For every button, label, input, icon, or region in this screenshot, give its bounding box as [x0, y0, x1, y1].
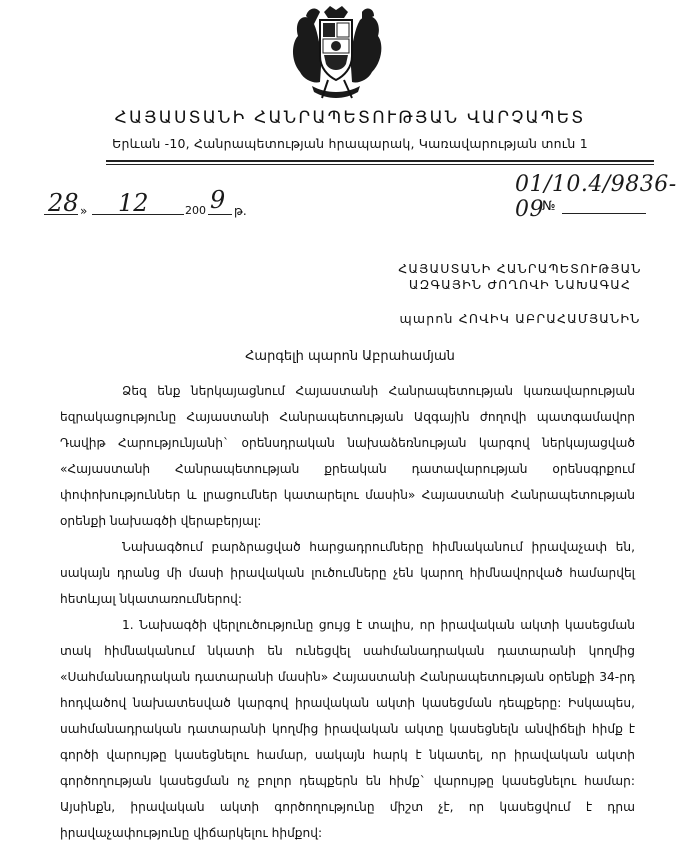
reference-number: 01/10.4/9836-09	[515, 172, 677, 222]
salutation: Հարգելի պարոն Աբրահամյան	[245, 349, 455, 364]
header-rule	[106, 160, 654, 162]
reference-number-label: №	[542, 199, 556, 214]
issuer-address: Երևան -10, Հանրապետության հրապարակ, Կառավարության տուն 1	[112, 136, 588, 151]
body-paragraph-3: 1. Նախագծի վերլուծությունը ցույց է տալիս, որ իրավական ակտի կասեցման տակ հիմնականում նկատի են ունեցվել սահմանադրական դատարանի կողմից «Սահմանադրական դատարանի մասին» Հայաստանի Հանրապետության օրենքի 34-րդ հոդվածով նախատեսված կարգով իրավական ակտի կասեցման դեպքերը: Իսկապես, սահմանադրական դատարանի կողմից իրավական ակտը կասեցնելն անվիճելի հիմք է գործի վարույթը կասեցնելու համար, սակայն հարկ է նկատել, որ իրավական ակտի գործողության կասեցման ոչ բոլոր դեպքերն են հիմք` վարույթը կասեցնելու համար: Այսինքն, իրավական ակտի գործողությունը միշտ չէ, որ կասեցվում է դրա իրավաչափությունը վիճարկելու հիմքով:	[60, 618, 635, 840]
date-year-underline	[208, 214, 232, 215]
body-paragraph-2: Նախագծում բարձրացված հարցադրումները հիմնականում իրավաչափ են, սակայն դրանց մի մասի իրավական լուծումները չեն կարող հիմնավորված համարվել հետևյալ նկատառումներով:	[60, 540, 635, 606]
date-month-underline	[92, 214, 184, 215]
body-paragraph-1: Ձեզ ենք ներկայացնում Հայաստանի Հանրապետության կառավարության եզրակացությունը Հայաստանի Հանրապետության Ազգային ժողովի պատգամավոր Դավիթ Հարությունյանի` օրենսդրական նախաձեռնության կարգով ներկայացված «Հայաստանի Հանրապետության քրեական դատավարության օրենսգրքում փոփոխություններ և լրացումներ կատարելու մասին» Հայաստանի Հանրապետության օրենքի նախագծի վերաբերյալ:	[60, 384, 635, 528]
addressee-line-3: պարոն ՀՈՎԻԿ ԱԲՐԱՀԱՄՅԱՆԻՆ	[399, 311, 641, 326]
date-year-digit: 9	[210, 186, 226, 214]
date-day: 28	[48, 189, 79, 217]
date-year-prefix: 200	[185, 204, 206, 217]
coat-of-arms-icon	[282, 2, 390, 102]
addressee-line-1: ՀԱՅԱՍՏԱՆԻ ՀԱՆՐԱՊԵՏՈՒԹՅԱՆ	[398, 261, 642, 276]
header-rule-thin	[106, 164, 654, 165]
date-day-underline	[44, 214, 78, 215]
addressee-line-2: ԱԶԳԱՅԻՆ ԺՈՂՈՎԻ ՆԱԽԱԳԱՀ	[408, 277, 632, 292]
date-day-mark: »	[80, 204, 88, 218]
letter-body	[60, 378, 635, 846]
reference-number-underline	[562, 213, 646, 214]
date-month: 12	[118, 189, 149, 217]
date-year-suffix: թ.	[234, 204, 247, 218]
issuer-title: ՀԱՅԱՍՏԱՆԻ ՀԱՆՐԱՊԵՏՈՒԹՅԱՆ ՎԱՐՉԱՊԵՏ	[114, 108, 586, 128]
